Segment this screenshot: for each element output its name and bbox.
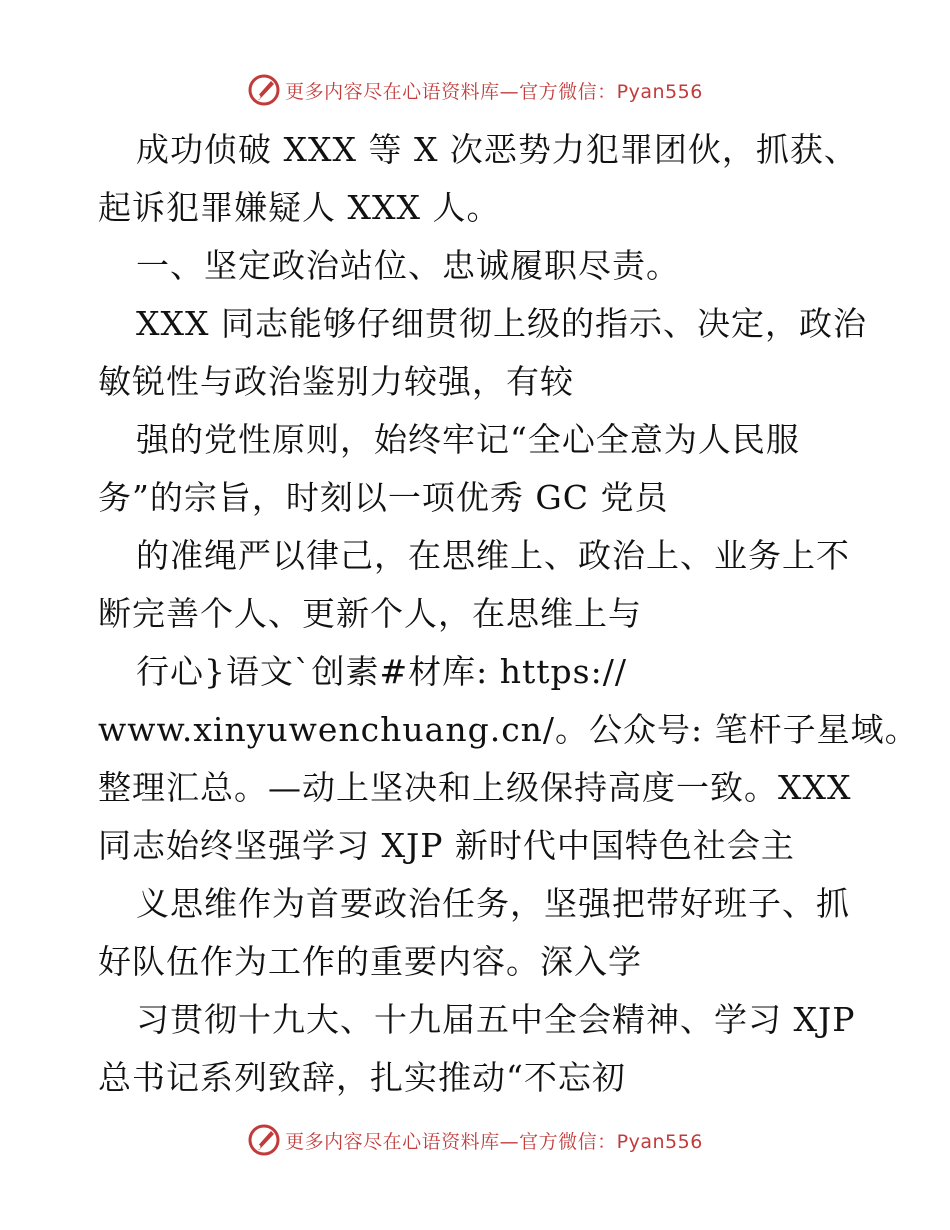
body-line: 习贯彻十九大、十九届五中全会精神、学习 XJP <box>136 1000 856 1039</box>
body-line: 义思维作为首要政治任务，坚强把带好班子、抓 <box>136 884 850 923</box>
body-line: 同志始终坚强学习 XJP 新时代中国特色社会主 <box>98 826 795 865</box>
body-line: 强的党性原则，始终牢记“全心全意为人民服 <box>136 420 800 459</box>
body-line: www.xinyuwenchuang.cn/。公众号: 笔杆子星域。 <box>98 710 919 749</box>
body-line: 总书记系列致辞，扎实推动“不忘初 <box>98 1058 626 1097</box>
header-banner <box>0 70 950 110</box>
header-banner-text: 更多内容尽在心语资料库—官方微信：Pyan556 <box>285 80 703 103</box>
footer-banner-text: 更多内容尽在心语资料库—官方微信：Pyan556 <box>285 1130 703 1153</box>
document-body <box>98 121 919 1107</box>
body-line: 好队伍作为工作的重要内容。深入学 <box>98 942 642 981</box>
quill-seal-icon <box>247 1123 281 1157</box>
section-heading: 一、坚定政治站位、忠诚履职尽责。 <box>136 246 680 285</box>
footer-banner <box>0 1120 950 1160</box>
body-line: 务”的宗旨，时刻以一项优秀 GC 党员 <box>98 478 669 517</box>
body-line: 敏锐性与政治鉴别力较强，有较 <box>98 362 574 401</box>
body-line: 的准绳严以律己，在思维上、政治上、业务上不 <box>136 536 850 575</box>
body-line: XXX 同志能够仔细贯彻上级的指示、决定，政治 <box>136 304 867 343</box>
body-line: 成功侦破 XXX 等 X 次恶势力犯罪团伙，抓获、 <box>136 130 858 169</box>
body-line: 起诉犯罪嫌疑人 XXX 人。 <box>98 188 501 227</box>
body-line: 行心}语文`创素#材库: https:// <box>136 652 627 691</box>
quill-seal-icon <box>247 73 281 107</box>
body-line: 整理汇总。—动上坚决和上级保持高度一致。XXX <box>98 768 852 807</box>
body-line: 断完善个人、更新个人，在思维上与 <box>98 594 642 633</box>
